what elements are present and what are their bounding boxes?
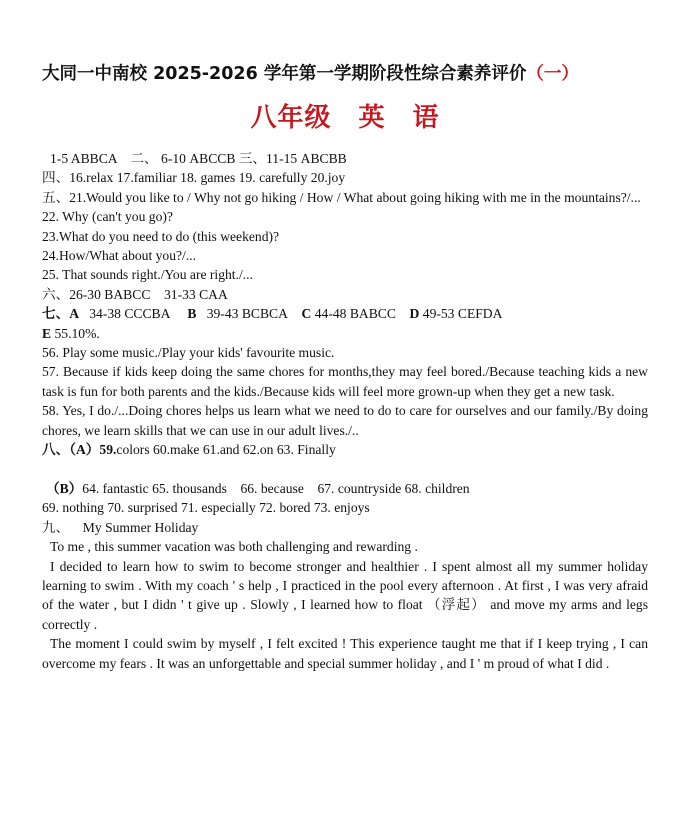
answer-21: 21.Would you like to / Why not go hiking / How / What about going hiking with me in the mountains?/... bbox=[69, 189, 641, 205]
answer-57: 57. Because if kids keep doing the same chores for months,they may feel bored./Because teaching kids a new task is fun for both parents and the kids./Because kids will feel more grown-up when they get a new task. bbox=[42, 364, 648, 399]
section-7-b-answers: 39-43 BCBCA bbox=[206, 306, 288, 322]
section-6-answers: 26-30 BABCC 31-33 CAA bbox=[69, 286, 228, 302]
answer-22: 22. Why (can't you go)? bbox=[42, 209, 173, 225]
section-4-answers: 16.relax 17.familiar 18. games 19. carefully 20.joy bbox=[69, 170, 346, 186]
title-paren: （一） bbox=[526, 64, 579, 84]
page-title bbox=[42, 60, 662, 85]
title-main: 大同一中南校 2025-2026 学年第一学期阶段性综合素养评价 bbox=[42, 64, 527, 84]
essay-paragraph-1: To me , this summer vacation was both challenging and rewarding . bbox=[50, 539, 418, 555]
page-subtitle: 八年级 英 语 bbox=[250, 103, 440, 133]
answer-23: 23.What do you need to do (this weekend)? bbox=[42, 228, 280, 244]
answer-25: 25. That sounds right./You are right./... bbox=[42, 267, 253, 283]
section-7-a-answers: 34-38 CCCBA bbox=[89, 306, 171, 322]
answer-content bbox=[42, 149, 648, 673]
section-5-label: 五、 bbox=[42, 189, 70, 205]
answers-line-1: 1-5 ABBCA 二、 6-10 ABCCB 三、11-15 ABCBB bbox=[50, 151, 347, 166]
section-7 bbox=[42, 304, 648, 323]
answer-59-number: 59. bbox=[99, 442, 117, 458]
section-6 bbox=[42, 285, 648, 304]
section-5 bbox=[42, 188, 648, 207]
essay-title: My Summer Holiday bbox=[82, 519, 199, 535]
spacer bbox=[42, 460, 648, 479]
answer-58: 58. Yes, I do./...Doing chores helps us learn what we need to do to care for ourselves and our family./By doing chores, we learn skills that we can use in our adult lives./.. bbox=[42, 403, 648, 438]
section-4-label: 四、 bbox=[42, 170, 70, 186]
section-7-e-label: E bbox=[42, 325, 52, 341]
section-6-label: 六、 bbox=[42, 286, 70, 302]
section-4 bbox=[42, 168, 648, 187]
section-7-label: 七、 bbox=[42, 306, 70, 322]
essay-paragraph-3: The moment I could swim by myself , I felt excited ! This experience taught me that if I keep trying , I can overcome my fears . It was an unforgettable and special summer holiday , and I ' m proud of what I did . bbox=[42, 636, 648, 671]
answer-55: 55.10%. bbox=[54, 325, 100, 341]
section-7-e bbox=[42, 324, 648, 343]
section-7-c-answers: 44-48 BABCC bbox=[314, 306, 396, 322]
answer-56: 56. Play some music./Play your kids' favourite music. bbox=[42, 345, 335, 361]
section-9-label: 九、 bbox=[42, 519, 70, 535]
section-8-b-line-2: 69. nothing 70. surprised 71. especially 72. bored 73. enjoys bbox=[42, 500, 370, 516]
section-8-a-answers: colors 60.make 61.and 62.on 63. Finally bbox=[116, 442, 336, 458]
section-7-b-label: B bbox=[187, 306, 197, 322]
section-8-b-label: （B） bbox=[46, 480, 83, 496]
section-9 bbox=[42, 518, 648, 537]
section-7-d-label: D bbox=[409, 306, 420, 322]
section-7-a-label: A bbox=[69, 306, 80, 322]
section-8-label: 八、（A） bbox=[42, 442, 100, 458]
section-8-b bbox=[42, 479, 648, 498]
section-7-c-label: C bbox=[301, 306, 312, 322]
section-8-b-answers: 64. fantastic 65. thousands 66. because 67. countryside 68. children bbox=[82, 480, 470, 496]
section-7-d-answers: 49-53 CEFDA bbox=[422, 306, 503, 322]
essay-paragraph-2: I decided to learn how to swim to become stronger and healthier . I spent almost all my summer holiday learning to swim . With my coach ' s help , I practiced in the pool every afternoon . At first , I was very afraid of the water , but I didn ' t give up . Slowly , I learned how to float （浮起） and move my arms and legs correctly . bbox=[42, 558, 648, 632]
section-8-a bbox=[42, 440, 648, 459]
answer-24: 24.How/What about you?/... bbox=[42, 248, 197, 264]
